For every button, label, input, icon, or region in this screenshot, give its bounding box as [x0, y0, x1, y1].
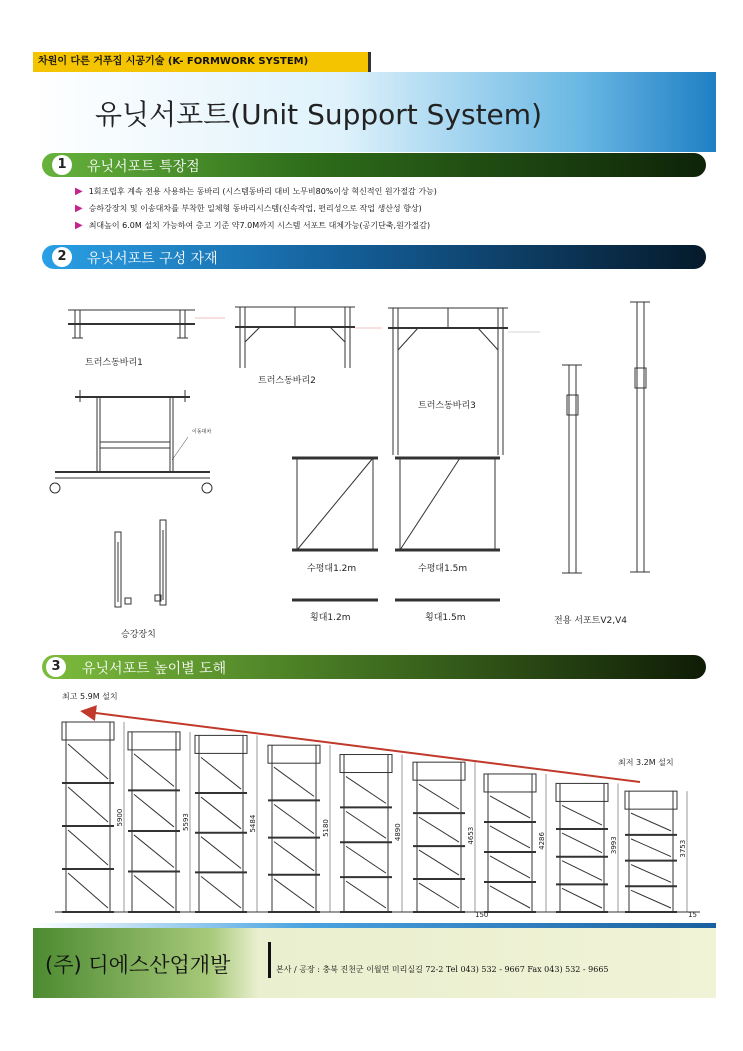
horizontal-1-2-drawing — [292, 458, 378, 600]
label-cross-1-5: 횡대1.5m — [425, 613, 466, 623]
header-tag: 차원이 다른 거푸집 시공기술 (K- FORMWORK SYSTEM) — [33, 52, 371, 72]
height-diagram — [0, 700, 743, 920]
support-tower — [62, 722, 124, 912]
height-dimension: 3993 — [610, 836, 618, 855]
label-cross-1-2: 횡대1.2m — [310, 613, 351, 623]
min-height-label: 최저 3.2M 설치 — [618, 758, 674, 767]
section3-title: 유닛서포트 높이별 도해 — [82, 661, 227, 677]
section3-number: 3 — [46, 657, 66, 677]
truss2-drawing — [235, 307, 382, 368]
support-tower — [625, 791, 687, 912]
feature-bullet: ▶ 최대높이 6.0M 설치 가능하여 층고 기준 약7.0M까지 시스템 서포트 대체가능(공기단축,원가절감) — [75, 220, 431, 231]
label-truss1: 트러스동바리1 — [85, 358, 143, 368]
label-support: 전용 서포트V2,V4 — [554, 616, 627, 626]
support-tower — [484, 774, 546, 912]
height-dimension: 5593 — [182, 813, 190, 831]
section1-number: 1 — [52, 155, 72, 175]
support-tower — [413, 762, 475, 912]
feature-bullet: ▶ 승하강장치 및 이송대차를 부착한 일체형 동바리시스템(신속작업, 편리성으로 작업 생산성 향상) — [75, 203, 422, 214]
label-horizontal-1-5: 수평대1.5m — [418, 564, 468, 574]
cart-drawing — [50, 390, 212, 493]
height-dimension: 4286 — [538, 832, 546, 850]
label-horizontal-1-2: 수평대1.2m — [307, 564, 357, 574]
support-drawing — [562, 302, 650, 573]
support-tower — [195, 735, 257, 912]
truss3-drawing — [388, 308, 540, 455]
section2-number: 2 — [52, 247, 72, 267]
bullet-arrow-icon: ▶ — [75, 186, 83, 197]
section3-bar — [42, 655, 706, 679]
height-dimension: 5484 — [249, 814, 257, 833]
lift-drawing — [115, 520, 166, 607]
company-address: 본사 / 공장 : 충북 진천군 이월면 미리실길 72-2 Tel 043) 532 - 9667 Fax 043) 532 - 9665 — [276, 965, 609, 974]
label-truss2: 트러스동바리2 — [258, 376, 316, 386]
footer-divider — [268, 942, 271, 978]
section1-bar — [42, 153, 706, 177]
bottom-dimension: 15 — [688, 911, 697, 919]
section2-title: 유닛서포트 구성 자재 — [87, 251, 218, 267]
bullet-arrow-icon: ▶ — [75, 220, 83, 231]
horizontal-1-5-drawing — [395, 458, 500, 600]
truss1-drawing — [68, 310, 225, 338]
height-dimension: 4890 — [394, 823, 402, 842]
label-cart: 이동대차 — [192, 429, 212, 435]
height-trend-arrow — [88, 712, 640, 782]
height-dimension: 3753 — [679, 839, 687, 858]
company-name: (주) 디에스산업개발 — [45, 953, 231, 977]
feature-bullet: ▶ 1회조립후 계속 전용 사용하는 동바리 (시스템동바리 대비 노무비80%이상 혁신적인 원가절감 가능) — [75, 186, 437, 197]
max-height-label: 최고 5.9M 설치 — [62, 692, 118, 701]
label-truss3: 트러스동바리3 — [418, 401, 476, 411]
bullet-arrow-icon: ▶ — [75, 203, 83, 214]
support-tower — [556, 783, 618, 912]
components-drawing — [0, 280, 743, 655]
support-tower — [268, 745, 330, 912]
height-dimension: 5180 — [322, 819, 330, 837]
height-dimension: 5900 — [116, 808, 124, 827]
support-tower — [128, 732, 190, 912]
support-tower — [340, 755, 402, 912]
height-dimension: 4653 — [467, 826, 475, 845]
section1-title: 유닛서포트 특장점 — [87, 159, 200, 175]
section2-bar — [42, 245, 706, 269]
bottom-dimension: 150 — [475, 911, 489, 919]
page-title: 유닛서포트(Unit Support System) — [95, 98, 542, 131]
label-lift: 승강장치 — [121, 630, 156, 640]
